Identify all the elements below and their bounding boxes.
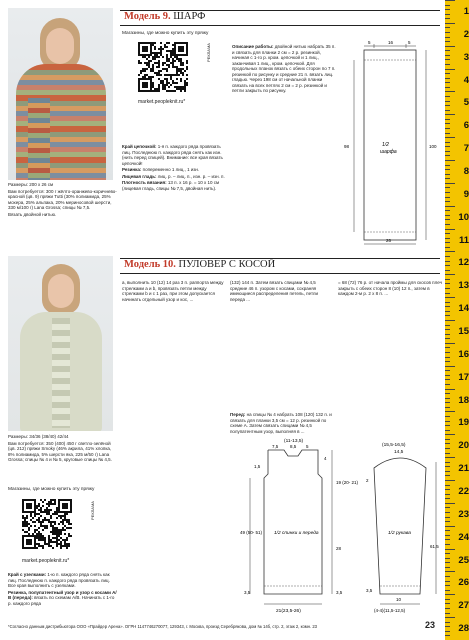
body-armhole-height: 19 (20- 21) (336, 480, 359, 485)
body-neck-part-2: 8,5 (290, 444, 297, 449)
ruler-tick (445, 256, 450, 257)
ruler-tick (445, 133, 450, 134)
smooth-title: Лицевая гладь: (122, 173, 157, 179)
ruler-tick (445, 59, 450, 60)
ruler-tick (445, 270, 450, 271)
ruler-tick (445, 594, 455, 595)
ruler-tick (445, 288, 450, 289)
ruler-tick (445, 398, 450, 399)
ruler-number: 11 (458, 234, 469, 246)
ruler-tick (445, 521, 450, 522)
sleeve-band: 3,5 (366, 588, 373, 593)
ruler-tick (445, 247, 450, 248)
ruler-tick (445, 155, 450, 156)
body-neck-part-1: 7,5 (272, 444, 279, 449)
ruler-number: 19 (458, 417, 469, 429)
desc-text: двойной нитью набрать 35 п. и связать для планки 2 см = 2 р. резинкой, начиная с 1-го р. кром. цепочкой и 1 лиц., заканчивая 1 лиц., кром. цепочкой. Для продольных планок вязать с обеих сторон по 7 п. резинкой по рисунку и средние 21 п. вязать лиц. гладью. Через 198 см от начальной планки связать на всех петлях 2 см = 2 р. резинкой и петли закрыть по рисунку. (232, 44, 336, 94)
m10-col2-text: а, выполнить 10 (12) 14 раз 3 п. раппорта между стрелками a и b, провязать петли между стрелками b и c 1 раз, при этом допускается начинать отдельный узор и кос, ... (122, 280, 224, 302)
footer-text: *Согласно данным дистрибьютора ООО «Прайдер Арена». ОГРН 1147746270077, 129343, г. Москва, проезд Серебрякова, дом № 14б, стр. 2, этаж 2, комн. 23 (8, 624, 317, 629)
model9-ad-label: РЕКЛАМА (206, 43, 211, 62)
model10-name: ПУЛОВЕР С КОСОЙ (178, 259, 276, 270)
ruler-tick (445, 603, 450, 604)
ruler-tick (445, 192, 450, 193)
ruler-tick (445, 105, 450, 106)
ruler-tick (445, 137, 455, 138)
ruler-tick (445, 32, 450, 33)
ruler-tick (445, 293, 450, 294)
m10-rib-title: Резинка, полупатентный узор и узор с косами А/В (переда): (8, 589, 117, 601)
ruler-tick (445, 229, 455, 230)
scheme-label: 1/2 (382, 142, 389, 148)
scheme-label-2: шарфа (380, 149, 397, 155)
sleeve-bottom: (4-4)(11,5-12,5) (374, 608, 406, 613)
ruler-tick (445, 18, 450, 19)
ruler-tick (445, 265, 450, 266)
model9-sizes-block (8, 182, 118, 218)
ruler-tick (445, 142, 450, 143)
ruler-tick (445, 576, 450, 577)
ruler-number: 9 (463, 188, 469, 200)
ruler-tick (445, 617, 455, 618)
model9-sizes: Размеры: 200 х 26 см (8, 182, 54, 187)
ruler-tick (445, 503, 455, 504)
ruler-tick (445, 430, 450, 431)
ruler-number: 12 (458, 257, 469, 269)
ruler-tick (445, 608, 450, 609)
model10-qr-code[interactable] (22, 499, 72, 549)
ruler-number: 3 (463, 51, 469, 63)
ruler-tick (445, 599, 450, 600)
page-number: 23 (425, 620, 436, 630)
ruler-tick (445, 407, 450, 408)
ruler-tick (445, 361, 450, 362)
scarf-scheme (342, 38, 442, 248)
ruler-tick (445, 174, 450, 175)
ruler-number: 8 (463, 166, 469, 177)
model10-col-2 (122, 280, 226, 303)
ruler-tick (445, 590, 450, 591)
ruler-tick (445, 9, 450, 10)
model10-front-block (230, 412, 334, 435)
ruler-tick (445, 279, 450, 280)
model9-shop-text: Магазины, где можно купить эту пряжу (122, 31, 209, 36)
scheme-top-3: 5 (408, 40, 411, 45)
ruler-tick (445, 544, 450, 545)
density-title: Плотность вязания: (122, 180, 167, 186)
ruler-tick (445, 567, 450, 568)
desc-title: Описание работы: (232, 44, 274, 49)
m10-front-text: на спицы № 4 набрать 108 (120) 132 п. и связать для планки 3,5 см = 12 р. резинкой по схеме А. Затем связать спицами № 4,5 полупатентным узор, выполняя в ... (230, 412, 332, 434)
ruler-tick (445, 622, 450, 623)
ruler-tick (445, 562, 450, 563)
ruler-tick (445, 334, 450, 335)
sleeve-length: 61,5 (430, 544, 439, 549)
rib-text: попеременно 1 лиц., 1 изн. (142, 167, 200, 173)
ruler-tick (445, 110, 450, 111)
ruler-tick (445, 466, 450, 467)
ruler-tick (445, 206, 455, 207)
ruler-tick (445, 165, 450, 166)
ruler-tick (445, 457, 455, 458)
ruler-tick (445, 27, 450, 28)
ruler-tick (445, 101, 450, 102)
ruler-number: 4 (463, 74, 469, 86)
model10-title-bar (120, 258, 440, 274)
ruler-tick (445, 571, 455, 572)
ruler-tick (445, 87, 450, 88)
body-bottom-left: 3,5 (244, 590, 251, 595)
ruler-tick (445, 50, 450, 51)
ruler-tick (445, 37, 450, 38)
ruler-tick (445, 233, 450, 234)
ruler-number: 13 (458, 280, 469, 292)
ruler-number: 28 (458, 623, 469, 635)
ruler-tick (445, 329, 450, 330)
ruler-tick (445, 46, 455, 47)
body-bottom-width: 21(23,5-26) (276, 609, 301, 614)
model9-description (232, 44, 338, 95)
ruler-tick (445, 471, 450, 472)
ruler-tick (445, 343, 455, 344)
ruler-tick (445, 96, 450, 97)
model10-materials: Вам потребуется: 350 (400) 450 г светло-зелёной (цв. 212) пряжи Smoky (46% акрила, 41% хлопка, 8% полиамида, 5% шерсти яка, 225 м/50 г) Lana Grossa; спицы № 4 и № 5, круговые спицы № 4,5. (8, 440, 112, 463)
ruler-tick (445, 238, 450, 239)
ruler-tick (445, 23, 455, 24)
m10-front-title: Перед: (230, 412, 246, 417)
ruler-tick (445, 549, 455, 550)
ruler-tick (445, 169, 450, 170)
model10-sizes: Размеры: 34/36 (38/40) 42/44 (8, 434, 69, 439)
ruler-tick (445, 434, 455, 435)
ruler-tick (445, 187, 450, 188)
ruler-tick (445, 384, 450, 385)
ruler-number: 2 (463, 28, 469, 40)
model10-col-4 (338, 280, 442, 298)
model10-shop-url[interactable]: market.peopleknit.ru* (22, 558, 70, 564)
ruler-tick (445, 242, 450, 243)
ruler-tick (445, 366, 455, 367)
model10-number: Модель 10. (124, 259, 176, 270)
ruler-tick (445, 14, 450, 15)
ruler-number: 5 (463, 97, 469, 109)
ruler-number: 7 (463, 143, 469, 155)
ruler-tick (445, 379, 450, 380)
scheme-top-2: 16 (388, 40, 394, 45)
ruler-tick (445, 613, 450, 614)
ruler-tick (445, 507, 450, 508)
ruler-tick (445, 475, 450, 476)
model10-col-3 (230, 280, 334, 303)
ruler-number: 22 (458, 486, 469, 497)
ruler-tick (445, 512, 450, 513)
ruler-number: 6 (463, 120, 469, 132)
scarf-photo (8, 8, 113, 180)
ruler-number: 14 (458, 303, 469, 315)
ruler-tick (445, 224, 450, 225)
ruler-tick (445, 485, 450, 486)
body-side-length: 28 (336, 546, 342, 551)
ruler-number: 23 (458, 508, 469, 520)
body-label: 1/2 спинки и переда (274, 531, 319, 536)
scheme-bottom: 26 (386, 238, 392, 243)
body-shoulder-left: 1,5 (254, 464, 261, 469)
ruler-tick (445, 462, 450, 463)
m10-col3-text: (132) 144 п. Затем вязать спицами № 4,5 средние 46 п. узором с косами, сохраняя имеющиеся распределения петель, петли переда ... (230, 280, 319, 302)
ruler-number: 27 (458, 600, 469, 612)
ruler-tick (445, 325, 450, 326)
body-neck-dim: (11-13,5) (284, 439, 304, 444)
ruler-number: 15 (458, 326, 469, 337)
model10-shop-text: Магазины, где можно купить эту пряжу (8, 487, 95, 492)
model10-ad-label: РЕКЛАМА (90, 501, 95, 520)
ruler-tick (445, 421, 450, 422)
ruler-tick (445, 41, 450, 42)
ruler-tick (445, 581, 450, 582)
m10-edge-title: Край с узелками: (8, 572, 47, 577)
ruler-tick (445, 539, 450, 540)
ruler-number: 20 (458, 440, 469, 452)
ruler-number: 24 (458, 531, 469, 543)
ruler-tick (445, 553, 450, 554)
model9-name: ШАРФ (173, 11, 206, 22)
ruler-tick (445, 526, 455, 527)
ruler-tick (445, 370, 450, 371)
ruler-tick (445, 631, 450, 632)
ruler-tick (445, 489, 450, 490)
ruler-number: 10 (458, 211, 469, 223)
ruler-tick (445, 178, 450, 179)
ruler-tick (445, 402, 450, 403)
ruler-tick (445, 558, 450, 559)
ruler-tick (445, 160, 455, 161)
ruler-tick (445, 416, 450, 417)
ruler-tick (445, 261, 450, 262)
ruler-tick (445, 320, 455, 321)
ruler-tick (445, 439, 450, 440)
model9-materials: Вам потребуется: 300 г жёлто-оранжево-коричнево-красной (цв. 9) пряжи Tutti (30% полиамида, 25% мохера, 25% альпака, 20% мериносовой шерсти, 330 м/100 г) Lana Grossa; спицы № 7,5. (8, 188, 117, 211)
ruler-number: 21 (458, 463, 469, 475)
model10-sizes-block (8, 434, 118, 464)
ruler-number: 16 (458, 348, 469, 360)
ruler-number: 18 (458, 394, 469, 406)
ruler-tick (445, 219, 450, 220)
ruler-number: 26 (458, 577, 469, 589)
ruler-tick (445, 55, 450, 56)
edge-text: 1-я п. каждого ряда провязать лиц. Последнюю п. каждого ряда снять как изн. (нить перед спицей). Внимание: все края вязать цепочкой! (122, 144, 223, 166)
ruler-tick (445, 389, 455, 390)
ruler-tick (445, 251, 455, 252)
ruler-tick (445, 375, 450, 376)
sleeve-top-dim: (15,5-16,5) (382, 443, 406, 448)
ruler-tick (445, 283, 450, 284)
ruler-tick (445, 585, 450, 586)
rib-title: Резинка: (122, 167, 142, 173)
model9-qr-code[interactable] (138, 42, 188, 92)
ruler-number: 1 (463, 6, 469, 17)
ruler-tick (445, 114, 455, 115)
body-full-length: 49 (50- 51) (240, 530, 263, 535)
model9-knit-note: Вязать двойной нитью. (8, 211, 57, 217)
ruler-tick (445, 626, 450, 627)
density-text: 13 п. х 16 р. = 10 х 10 см (лицевая гладь, спицы № 7,5, двойная нить). (122, 180, 220, 191)
ruler-tick (445, 517, 450, 518)
model9-shop-url[interactable]: market.peopleknit.ru* (138, 99, 186, 105)
ruler-tick (445, 443, 450, 444)
ruler-tick (445, 0, 455, 1)
ruler-tick (445, 78, 450, 79)
ruler-tick (445, 91, 455, 92)
ruler-tick (445, 69, 455, 70)
model9-number: Модель 9. (124, 11, 171, 22)
ruler-tick (445, 128, 450, 129)
sleeve-bottom-dim: 10 (396, 597, 402, 602)
sleeve-cap: 2 (366, 478, 369, 483)
ruler-tick (445, 635, 450, 636)
ruler-tick (445, 201, 450, 202)
ruler-tick (445, 82, 450, 83)
ruler-tick (445, 347, 450, 348)
ruler-tick (445, 274, 455, 275)
ruler-tick (445, 393, 450, 394)
sleeve-top-dim-2: 14,5 (394, 450, 404, 455)
ruler-tick (445, 210, 450, 211)
model9-instructions (122, 144, 228, 192)
ruler-tick (445, 151, 450, 152)
ruler-tick (445, 315, 450, 316)
ruler-tick (445, 215, 450, 216)
body-bottom-right: 3,5 (336, 590, 343, 595)
ruler-tick (445, 357, 450, 358)
ruler-tick (445, 64, 450, 65)
ruler-tick (445, 123, 450, 124)
ruler-tick (445, 411, 455, 412)
model9-title-bar (120, 10, 440, 26)
sleeve-label: 1/2 рукава (388, 531, 411, 536)
ruler-tick (445, 530, 450, 531)
ruler-tick (445, 480, 455, 481)
ruler-tick (445, 183, 455, 184)
ruler-tick (445, 119, 450, 120)
body-neck-part-3: 5 (306, 444, 309, 449)
ruler-tick (445, 311, 450, 312)
ruler-tick (445, 73, 450, 74)
ruler-tick (445, 425, 450, 426)
m10-edge-text: 1-ю п. каждого ряда снять как лиц. Последнюю п. каждого ряда провязать лиц. Все края выполнить с узелками. (8, 572, 110, 589)
ruler-tick (445, 535, 450, 536)
ruler-number: 17 (458, 371, 469, 383)
ruler-tick (445, 338, 450, 339)
sleeve-scheme (360, 438, 444, 618)
ruler-number: 25 (458, 554, 469, 566)
scheme-top-1: 5 (368, 40, 371, 45)
scheme-left: 98 (344, 144, 350, 149)
ruler-tick (445, 146, 450, 147)
edge-title: Край цепочкой: (122, 144, 157, 149)
ruler-tick (445, 448, 450, 449)
ruler-tick (445, 494, 450, 495)
pullover-photo (8, 256, 113, 431)
ruler-tick (445, 352, 450, 353)
ruler-tick (445, 5, 450, 6)
model10-edge-block (8, 572, 118, 607)
scheme-right: 100 (429, 144, 437, 149)
m10-rib-text: вязать по схемам А/В. Начинать с 1-го р. каждого ряда (8, 595, 115, 606)
m10-col4-text: = 68 (72) 76 р. от начала проймы для скосов плеч закрыть с обеих сторон 8 (10) 12 п., затем в каждом 2-м р. 2 х 8 п. ... (338, 280, 442, 297)
body-scheme (240, 438, 360, 618)
smooth-text: лиц. р. – лиц. п., изн. р. – изн. п. (157, 173, 225, 179)
ruler-tick (445, 453, 450, 454)
body-shoulder-right: 4 (324, 456, 327, 461)
ruler-tick (445, 302, 450, 303)
ruler-tick (445, 297, 455, 298)
ruler-tick (445, 498, 450, 499)
ruler-tick (445, 306, 450, 307)
ruler-tick (445, 197, 450, 198)
